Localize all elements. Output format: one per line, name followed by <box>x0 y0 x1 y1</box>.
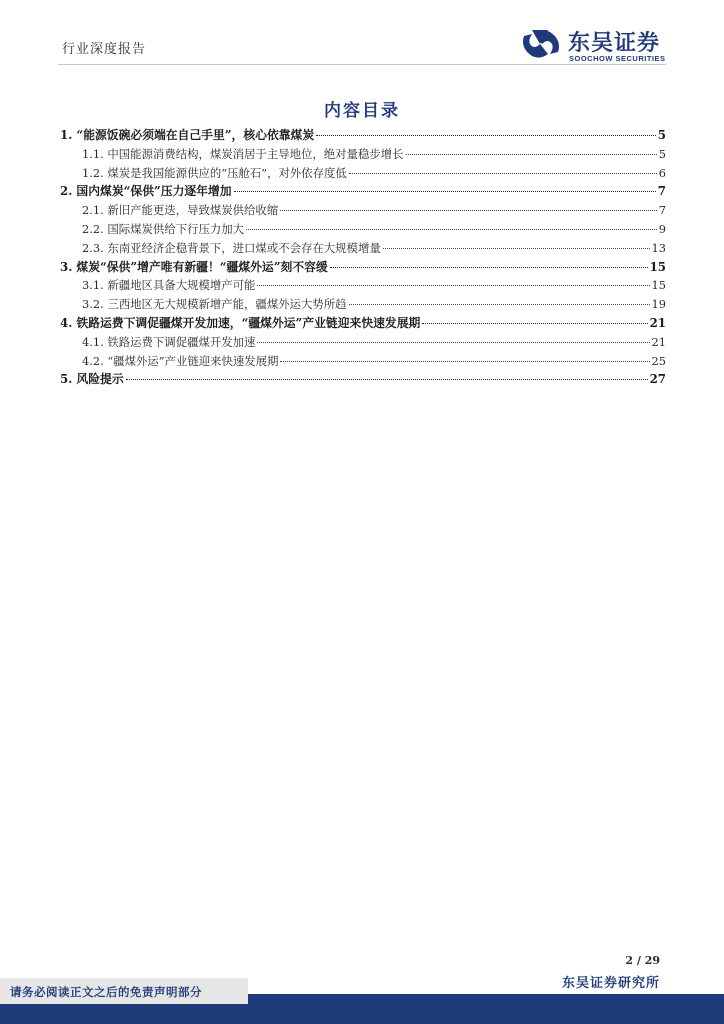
header-divider <box>58 64 666 65</box>
toc-entry-label: 3.2. 三西地区无大规模新增产能，疆煤外运大势所趋 <box>82 297 347 312</box>
toc-entry-label: 3. 煤炭“保供”增产唯有新疆！“疆煤外运”刻不容缓 <box>60 259 328 274</box>
institute-name: 东吴证券研究所 <box>561 976 660 991</box>
toc-dot-leader <box>280 210 657 211</box>
toc-entry-page: 21 <box>651 334 666 349</box>
toc-entry-label: 2. 国内煤炭“保供”压力逐年增加 <box>60 184 232 199</box>
toc-dot-leader <box>406 154 657 155</box>
toc-subsection-entry[interactable] <box>60 276 666 295</box>
toc-dot-leader <box>349 304 650 305</box>
toc-dot-leader <box>280 361 649 362</box>
toc-entry-page: 25 <box>651 353 666 368</box>
logo-name-en: SOOCHOW SECURITIES <box>569 54 666 63</box>
toc-dot-leader <box>422 323 647 324</box>
toc-entry-label: 3.1. 新疆地区具备大规模增产可能 <box>82 278 256 293</box>
toc-section-entry[interactable] <box>60 370 666 389</box>
report-type-label: 行业深度报告 <box>62 42 147 57</box>
toc-entry-page: 15 <box>651 278 666 293</box>
toc-entry-page: 7 <box>657 184 666 199</box>
disclaimer-text: 请务必阅读正文之后的免责声明部分 <box>10 985 202 999</box>
toc-section-entry[interactable] <box>60 182 666 201</box>
toc-subsection-entry[interactable] <box>60 333 666 352</box>
toc-entry-label: 1.1. 中国能源消费结构，煤炭消居于主导地位，绝对量稳步增长 <box>82 146 404 161</box>
toc-section-entry[interactable] <box>60 126 666 145</box>
company-logo <box>518 24 678 64</box>
toc-dot-leader <box>330 267 648 268</box>
toc-dot-leader <box>257 342 649 343</box>
soochow-logo-icon <box>518 26 564 62</box>
toc-dot-leader <box>234 191 656 192</box>
toc-subsection-entry[interactable] <box>60 295 666 314</box>
toc-dot-leader <box>246 229 657 230</box>
toc-entry-label: 1. “能源饭碗必须端在自己手里”，核心依靠煤炭 <box>60 128 315 142</box>
toc-section-entry[interactable] <box>60 314 666 333</box>
toc-entry-page: 5 <box>658 146 666 161</box>
toc-section-entry[interactable] <box>60 258 666 277</box>
toc-entry-page: 5 <box>657 128 666 142</box>
toc-dot-leader <box>257 285 649 286</box>
toc-entry-label: 4. 铁路运费下调促疆煤开发加速，“疆煤外运”产业链迎来快速发展期 <box>60 315 421 330</box>
table-of-contents <box>60 126 666 389</box>
toc-entry-page: 9 <box>658 221 666 236</box>
toc-entry-label: 2.2. 国际煤炭供给下行压力加大 <box>82 221 245 236</box>
toc-subsection-entry[interactable] <box>60 164 666 183</box>
toc-entry-label: 2.1. 新旧产能更迭，导致煤炭供给收缩 <box>82 203 279 218</box>
toc-subsection-entry[interactable] <box>60 201 666 220</box>
toc-entry-label: 1.2. 煤炭是我国能源供应的“压舱石”，对外依存度低 <box>82 165 347 180</box>
page-indicator: 2 / 29 <box>625 954 660 967</box>
toc-dot-leader <box>349 173 657 174</box>
toc-dot-leader <box>316 135 656 136</box>
toc-entry-page: 13 <box>651 240 666 255</box>
toc-subsection-entry[interactable] <box>60 220 666 239</box>
toc-entry-label: 5. 风险提示 <box>60 372 124 387</box>
toc-entry-page: 6 <box>658 165 666 180</box>
logo-name-cn: 东吴证券 <box>568 31 661 56</box>
toc-entry-page: 15 <box>649 259 666 274</box>
toc-entry-label: 4.1. 铁路运费下调促疆煤开发加速 <box>82 334 256 349</box>
toc-subsection-entry[interactable] <box>60 145 666 164</box>
toc-subsection-entry[interactable] <box>60 239 666 258</box>
toc-entry-page: 7 <box>658 203 666 218</box>
toc-entry-page: 21 <box>649 315 666 330</box>
toc-subsection-entry[interactable] <box>60 352 666 371</box>
toc-dot-leader <box>126 379 648 380</box>
toc-entry-label: 4.2. “疆煤外运”产业链迎来快速发展期 <box>82 353 279 368</box>
toc-entry-page: 27 <box>649 372 666 387</box>
toc-entry-page: 19 <box>651 297 666 312</box>
toc-title: 内容目录 <box>324 101 400 121</box>
toc-entry-label: 2.3. 东南亚经济企稳背景下，进口煤或不会存在大规模增量 <box>82 240 381 255</box>
toc-dot-leader <box>383 248 650 249</box>
